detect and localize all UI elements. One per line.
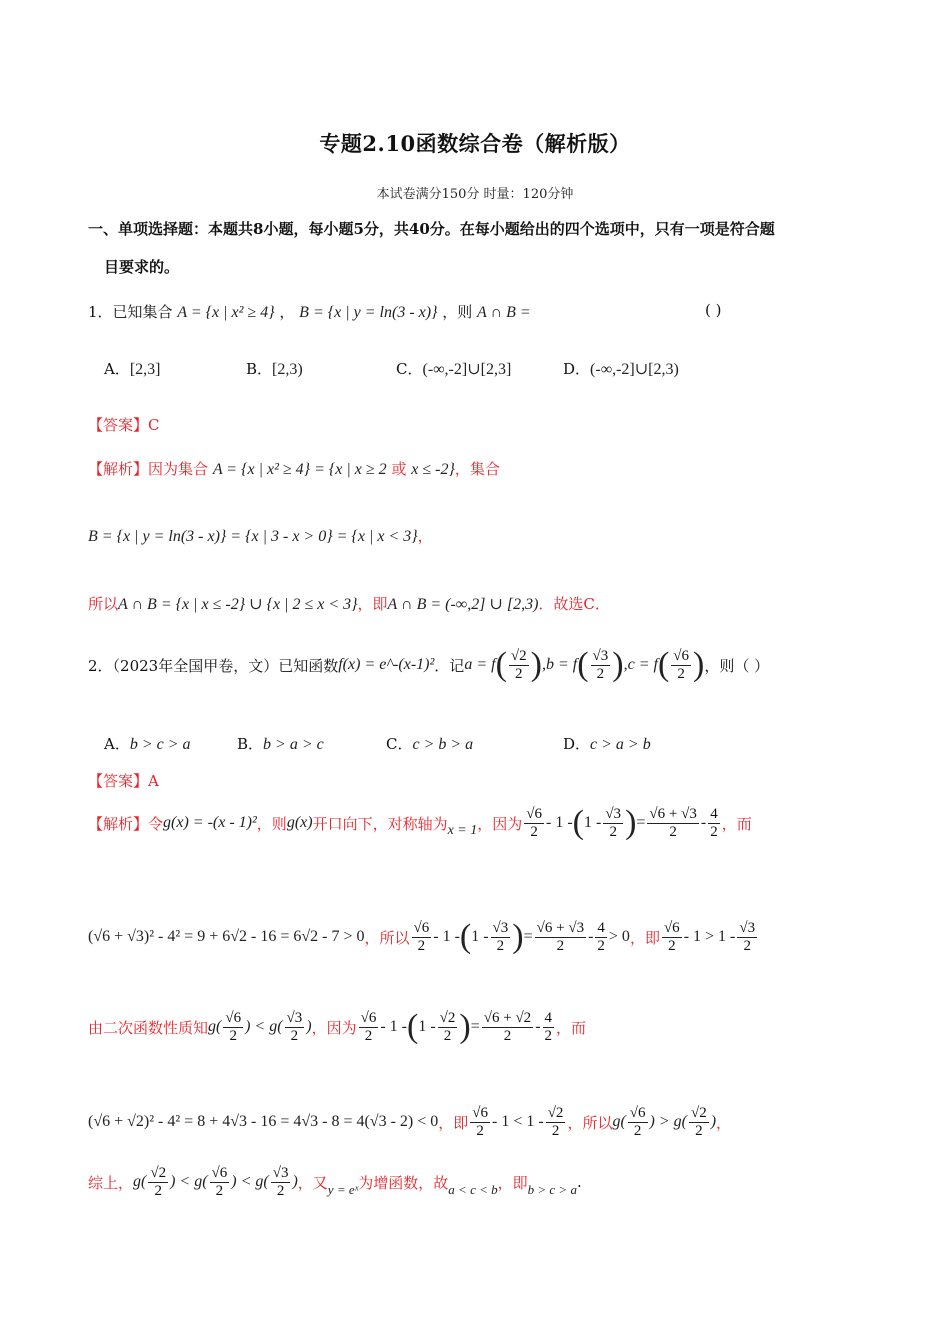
fraction — [412, 920, 432, 954]
q2-function: f(x) = e^-(x-1)² — [338, 656, 435, 673]
analysis-text: 开口向下，对称轴为 — [312, 814, 448, 833]
analysis-math: - — [700, 814, 707, 831]
q2-option-b — [237, 733, 324, 754]
paren: ) — [459, 1008, 471, 1045]
paren: ) — [625, 804, 637, 841]
denominator: 2 — [597, 937, 605, 954]
analysis-math: ) < g( — [170, 1173, 208, 1190]
analysis-math: b > c > a — [527, 1182, 577, 1197]
fraction — [509, 648, 529, 682]
denominator: 2 — [668, 937, 676, 954]
denominator: 2 — [476, 1122, 484, 1139]
numerator: √6 — [526, 806, 543, 822]
analysis-math: ) > g( — [649, 1113, 687, 1130]
denominator: 2 — [154, 1182, 162, 1199]
paren: ) — [612, 646, 624, 683]
q2-c-def: ,c = f — [623, 656, 658, 673]
q1-option-b — [246, 358, 303, 379]
fraction — [438, 1010, 458, 1044]
option-value: (-∞,-2]∪[2,3] — [422, 361, 512, 378]
analysis-math: - — [535, 1018, 541, 1035]
numerator: √3 — [492, 920, 509, 936]
q2-option-a — [104, 733, 191, 754]
analysis-math: 1 - — [584, 814, 602, 831]
option-label: A． — [104, 360, 130, 378]
analysis-math: x ≤ -2} — [411, 461, 455, 478]
fraction — [603, 806, 623, 840]
analysis-text: ，因为 — [311, 1018, 357, 1037]
paren: ) — [693, 646, 705, 683]
numerator: 4 — [544, 1010, 553, 1026]
analysis-math: > 0 — [608, 928, 630, 945]
option-label: C． — [386, 735, 413, 753]
denominator: 2 — [677, 665, 685, 682]
paren: ) — [530, 646, 542, 683]
analysis-math: - — [588, 928, 594, 945]
analysis-tag: 【解析】 — [88, 814, 149, 833]
analysis-math: - 1 - — [546, 814, 573, 831]
q2-suffix: ，则（ ） — [704, 656, 770, 675]
denominator: 2 — [551, 1122, 560, 1139]
analysis-math: g(x) = -(x - 1)² — [163, 814, 257, 831]
analysis-math: = — [636, 814, 646, 831]
numerator: √6 — [413, 920, 430, 936]
numerator: √6 + √3 — [649, 806, 697, 822]
analysis-math: A ∩ B = (-∞,2] ∪ [2,3) — [387, 596, 539, 613]
analysis-text: 因为集合 — [148, 460, 209, 478]
analysis-text: ，即 — [497, 1173, 528, 1192]
paren: ( — [407, 1008, 419, 1045]
analysis-text: 令 — [148, 814, 164, 833]
option-label: B． — [246, 360, 273, 378]
fraction — [737, 920, 757, 954]
q2-stem — [88, 648, 769, 682]
q1-expr: A ∩ B = — [477, 304, 531, 321]
q1-option-d — [563, 358, 679, 379]
denominator: 2 — [530, 823, 538, 840]
paren: ( — [459, 918, 472, 955]
q1-mid: ，则 — [442, 303, 473, 321]
denominator: 2 — [417, 937, 426, 954]
q1-set-b: B = {x | y = ln(3 - x)} — [299, 304, 438, 321]
fraction — [210, 1165, 230, 1199]
analysis-math: - 1 > 1 - — [683, 928, 736, 945]
fraction — [671, 648, 691, 682]
denominator: 2 — [743, 937, 751, 954]
q2-analysis-line1 — [88, 806, 752, 840]
analysis-math: x = 1 — [447, 823, 478, 838]
option-label: D． — [563, 735, 591, 753]
fraction — [595, 920, 607, 954]
fraction — [359, 1010, 379, 1044]
numerator: √3 — [272, 1165, 289, 1181]
q1-option-c — [396, 358, 511, 379]
analysis-math: - 1 - — [380, 1018, 407, 1035]
numerator: √6 — [472, 1105, 489, 1121]
analysis-text: ，即 — [438, 1113, 469, 1132]
fraction — [546, 1105, 566, 1139]
analysis-math: g(x) — [286, 814, 313, 831]
numerator: √2 — [547, 1105, 564, 1121]
fraction — [491, 920, 511, 954]
fraction — [662, 920, 682, 954]
denominator: 2 — [609, 823, 617, 840]
analysis-math: = — [523, 928, 533, 945]
option-value: c > b > a — [412, 736, 474, 753]
option-value: [2,3) — [272, 361, 303, 378]
numerator: √3 — [286, 1010, 303, 1026]
analysis-text: ，所以 — [567, 1113, 613, 1132]
fraction — [148, 1165, 168, 1199]
q2-b-def: ,b = f — [541, 656, 578, 673]
q1-analysis-line2 — [88, 525, 433, 546]
denominator: 2 — [596, 665, 605, 682]
analysis-text: 由二次函数性质知 — [88, 1018, 209, 1037]
analysis-math: ) — [710, 1113, 717, 1130]
analysis-math: ) < g( — [231, 1173, 269, 1190]
analysis-math: 1 - — [418, 1018, 436, 1035]
fraction — [285, 1010, 305, 1044]
paren: ( — [657, 646, 670, 683]
analysis-math: ) — [306, 1018, 312, 1035]
option-label: A． — [104, 735, 130, 753]
numerator: √2 — [510, 648, 527, 664]
q2-a-def: a = f — [464, 656, 496, 673]
analysis-text: ， — [417, 527, 433, 545]
fraction — [689, 1105, 709, 1139]
analysis-tag: 【解析】 — [88, 460, 149, 478]
analysis-text: ，即 — [357, 595, 388, 613]
fraction — [482, 1010, 533, 1044]
numerator: 4 — [710, 806, 718, 822]
exam-info: 本试卷满分150分 时量：120分钟 — [376, 187, 574, 202]
denominator: 2 — [633, 1122, 642, 1139]
numerator: √6 + √2 — [483, 1010, 532, 1026]
paren: ) — [512, 918, 524, 955]
numerator: √2 — [150, 1165, 167, 1181]
q1-stem — [88, 301, 531, 322]
fraction — [271, 1165, 291, 1199]
denominator: 2 — [503, 1027, 512, 1044]
analysis-math: ) < g( — [245, 1018, 283, 1035]
analysis-math: - 1 < 1 - — [492, 1113, 544, 1130]
numerator: √6 + √3 — [536, 920, 585, 936]
q2-analysis-line3 — [88, 1010, 586, 1044]
fraction — [524, 806, 544, 840]
q1-option-a — [104, 358, 161, 379]
fraction — [223, 1010, 243, 1044]
denominator: 2 — [229, 1027, 237, 1044]
fraction — [535, 920, 586, 954]
analysis-math: a < c < b — [448, 1182, 498, 1197]
denominator: 2 — [290, 1027, 299, 1044]
analysis-math: y = eˣ — [327, 1182, 359, 1197]
denominator: 2 — [364, 1027, 373, 1044]
q1-answer: 【答案】C — [88, 416, 160, 434]
analysis-text: ， — [716, 1113, 732, 1132]
numerator: √6 — [360, 1010, 377, 1026]
q1-set-a: A = {x | x² ≥ 4} — [177, 304, 275, 321]
q2-answer: 【答案】A — [88, 772, 159, 790]
paren: ( — [495, 646, 507, 683]
denominator: 2 — [669, 823, 677, 840]
fraction — [591, 648, 611, 682]
analysis-text: 或 — [391, 460, 407, 478]
fraction — [708, 806, 720, 840]
denominator: 2 — [276, 1182, 285, 1199]
fraction — [647, 806, 698, 840]
numerator: √6 — [211, 1165, 228, 1181]
numerator: √3 — [605, 806, 622, 822]
analysis-text: . — [576, 1173, 582, 1191]
paren: ( — [572, 804, 584, 841]
denominator: 2 — [695, 1122, 703, 1139]
analysis-math: - 1 - — [433, 928, 460, 945]
q2-mid: ．记 — [434, 656, 465, 675]
denominator: 2 — [496, 937, 505, 954]
analysis-text: ，所以 — [364, 928, 410, 947]
option-value: b > a > c — [263, 736, 324, 753]
analysis-math: = — [470, 1018, 480, 1035]
analysis-math: g( — [208, 1018, 222, 1035]
analysis-math: B = {x | y = ln(3 - x)} = {x | 3 - x > 0} = {x | x < 3} — [88, 528, 418, 545]
denominator: 2 — [710, 823, 718, 840]
analysis-math: (√6 + √2)² - 4² = 8 + 4√3 - 16 = 4√3 - 8 = 4(√3 - 2) < 0 — [88, 1113, 439, 1130]
q2-analysis-line4 — [88, 1105, 731, 1139]
page-title: 专题2.10函数综合卷（解析版） — [319, 131, 631, 156]
paren: ( — [577, 646, 589, 683]
q2-prefix: 2．（2023年全国甲卷，文）已知函数 — [88, 656, 339, 675]
q2-analysis-line5 — [88, 1165, 582, 1199]
q2-analysis-line2 — [88, 920, 759, 954]
numerator: √3 — [739, 920, 756, 936]
analysis-math: g( — [612, 1113, 626, 1130]
fraction — [543, 1010, 555, 1044]
analysis-text: 为增函数，故 — [358, 1173, 449, 1192]
numerator: √6 — [225, 1010, 242, 1026]
numerator: 4 — [597, 920, 605, 936]
analysis-math: g( — [133, 1173, 147, 1190]
analysis-math: (√6 + √3)² - 4² = 9 + 6√2 - 16 = 6√2 - 7 > 0 — [88, 928, 365, 945]
fraction — [470, 1105, 490, 1139]
analysis-text: ，又 — [297, 1173, 328, 1192]
fraction — [628, 1105, 648, 1139]
analysis-text: ．故选C． — [538, 595, 610, 613]
option-value: c > a > b — [590, 736, 651, 753]
q1-analysis-line1 — [88, 458, 500, 479]
q1-prefix: 1．已知集合 — [88, 303, 173, 321]
q2-option-c — [386, 733, 473, 754]
numerator: √6 — [673, 648, 689, 664]
denominator: 2 — [515, 665, 523, 682]
analysis-text: 综上， — [88, 1173, 134, 1192]
analysis-text: ，则 — [256, 814, 287, 833]
analysis-text: 所以 — [88, 595, 119, 613]
section-heading-line1: 一、单项选择题：本题共8小题，每小题5分，共40分。在每小题给出的四个选项中，只有一项是符合题 — [88, 220, 775, 238]
q2-option-d — [563, 733, 651, 754]
q1-comma: ， — [279, 303, 295, 321]
analysis-text: ，而 — [556, 1018, 587, 1037]
option-label: D． — [563, 360, 591, 378]
numerator: √2 — [690, 1105, 707, 1121]
analysis-text: ，集合 — [454, 460, 500, 478]
analysis-math: A ∩ B = {x | x ≤ -2} ∪ {x | 2 ≤ x < 3} — [118, 596, 358, 613]
numerator: √2 — [439, 1010, 456, 1026]
numerator: √6 — [663, 920, 680, 936]
q1-analysis-line3 — [88, 593, 610, 614]
option-value: [2,3] — [129, 361, 161, 378]
option-value: b > c > a — [129, 736, 191, 753]
analysis-text: ，即 — [629, 928, 660, 947]
denominator: 2 — [544, 1027, 553, 1044]
denominator: 2 — [215, 1182, 224, 1199]
option-label: B． — [237, 735, 264, 753]
q1-answer-bracket: ( ) — [705, 301, 722, 319]
denominator: 2 — [443, 1027, 452, 1044]
analysis-text: ，而 — [721, 814, 752, 833]
option-label: C． — [396, 360, 423, 378]
analysis-math: A = {x | x² ≥ 4} = {x | x ≥ 2 — [212, 461, 387, 478]
numerator: √3 — [592, 648, 609, 664]
analysis-math: 1 - — [471, 928, 489, 945]
section-heading-line2: 目要求的。 — [104, 258, 180, 276]
denominator: 2 — [556, 937, 565, 954]
option-value: (-∞,-2]∪[2,3) — [590, 361, 679, 378]
numerator: √6 — [629, 1105, 646, 1121]
analysis-math: ) — [292, 1173, 298, 1190]
analysis-text: ，因为 — [477, 814, 523, 833]
